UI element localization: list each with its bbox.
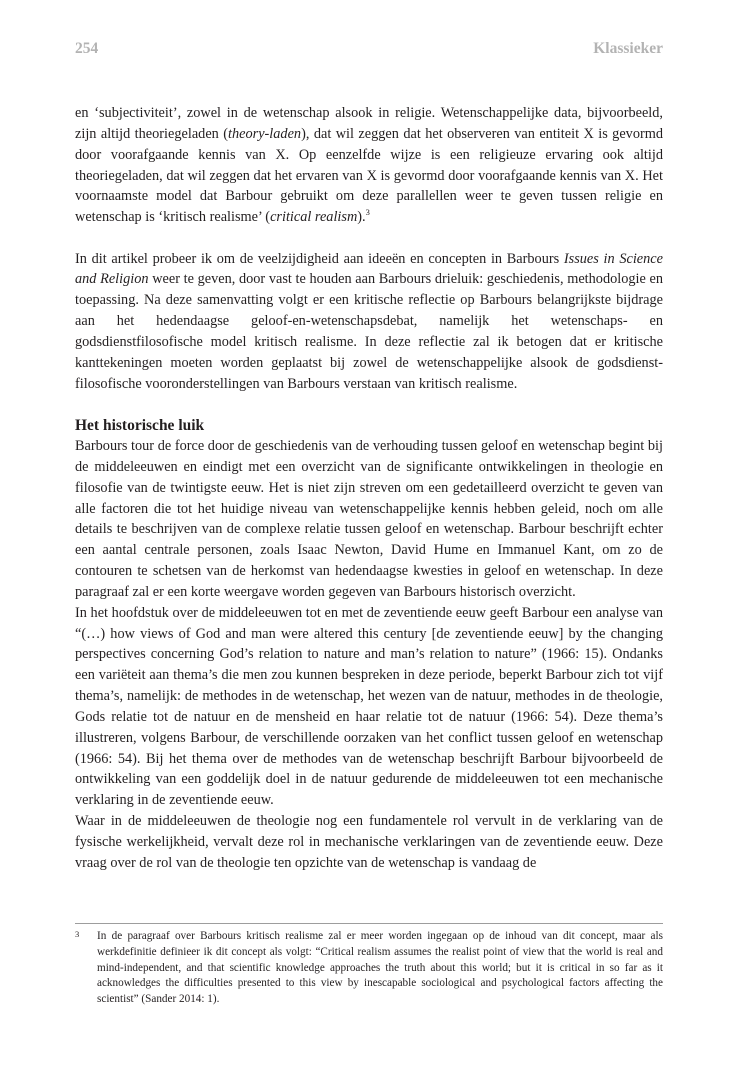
paragraph [75, 249, 663, 395]
paragraph: Waar in de middeleeuwen de theologie nog een fundamentele rol vervult in de verklaring van de fysische werkelijkheid, vervalt deze rol in mechanische verklaringen van de zeventiende eeuw. Deze vraag over de rol van de theologie ten opzichte van de wetenschap is vandaag de [75, 813, 663, 871]
paragraph-text: ). [357, 209, 366, 226]
italic-term: theory-laden [228, 125, 302, 142]
paragraph [75, 103, 663, 228]
running-head [75, 40, 663, 64]
book-title: Issues in Science and Religion [75, 250, 663, 288]
footnote-reference[interactable]: 3 [365, 207, 370, 218]
paragraph-text: weer te geven, door vast te houden aan Barbours drieluik: geschiedenis, methodologie en toepassing. Na deze samenvatting volgt er een kritische reflectie op Barbours belangrijkste bijdrage aan het hedendaagse geloof-en-wetenschapsdebat, namelijk het wetenschaps- en godsdienstfilosofische model kritisch realisme. In deze reflectie zal ik betogen dat er kritische kanttekeningen moeten worden geplaatst bij zowel de wetenschappelijke alsook de godsdienst-filosofische vooronderstellingen van Barbours verstaan van kritisch realisme. [75, 271, 663, 392]
paragraph: In het hoofdstuk over de middeleeuwen tot en met de zeventiende eeuw geeft Barbour een analyse van “(…) how views of God and man were altered this century [de zeventiende eeuw] by the changing perspectives concerning God’s relation to nature and man’s relation to nature” (1966: 15). Ondanks een variëteit aan thema’s die men zou kunnen bespreken in deze periode, beperkt Barbour zich tot vijf thema’s, namelijk: de methodes in de wetenschap, het wezen van de natuur, methodes in de theologie, Gods relatie tot de natuur en de mensheid en haar relatie tot de natuur (1966: 54). Deze thema’s illustreren, volgens Barbour, de verschillende oorzaken van het conflict tussen geloof en wetenschap (1966: 54). Bij het thema over de methodes van de wetenschap beschrijft Barbour bijvoorbeeld de ontwikkeling van een goddelijk doel in de natuur gedurende de middeleeuwen tot een mechanische verklaring in de zeventiende eeuw. [75, 604, 663, 809]
footnote [75, 929, 663, 1008]
footnote-number: 3 [75, 929, 80, 939]
paragraph: Barbours tour de force door de geschiedenis van de verhouding tussen geloof en wetenschap begint bij de middeleeuwen en eindigt met een overzicht van de significante ontwikkelingen in theologie en filosofie van de twintigste eeuw. Het is niet zijn streven om een gedetailleerd overzicht te geven van alle factoren die tot het huidige niveau van wetenschappelijke kennis hebben geleid, noch om alle details te beschrijven van de complexe relatie tussen geloof en wetenschap. Barbour beschrijft echter een aantal centrale personen, zoals Isaac Newton, David Hume en Immanuel Kant, om zo de contouren te schetsen van de herkomst van hedendaagse kwesties in geloof en wetenschap. In deze paragraaf zal er een korte weergave worden gegeven van Barbours historisch overzicht. [75, 437, 663, 600]
body-text [75, 103, 663, 874]
footnote-text: In de paragraaf over Barbours kritisch realisme zal er meer worden ingegaan op de inhoud van dit concept, maar als werkdefinitie definieer ik dit concept als volgt: “Critical realism assumes the realist point of view that the world is real and mind-independent, and that scientific knowledge approaches the truth about this world; but it is critical in so far as it acknowledges the difficulties presented to this view by inescapable sociological and psychological factors affecting the scientist” (Sander 2014: 1). [97, 930, 663, 1006]
paragraph-text: In dit artikel probeer ik om de veelzijdigheid aan ideeën en concepten in Barbours [75, 250, 564, 267]
section-title: Klassieker [593, 40, 663, 57]
italic-term: critical realism [270, 209, 358, 226]
paragraph-text: en ‘subjectiviteit’, zowel in de wetenschap alsook in religie. Wetenschappelijke data, bijvoorbeeld, zijn altijd theoriegeladen ( [75, 105, 663, 142]
section-heading: Het historische luik [75, 416, 205, 434]
footnote-divider [75, 923, 663, 924]
page-number: 254 [75, 40, 99, 57]
paragraph-text: ), dat wil zeggen dat het observeren van entiteit X is gevormd door voorafgaande kennis van X. Op eenzelfde wijze is een religieuze ervaring ook altijd theoriegeladen, dat wil zeggen dat het ervaren van X is gevormd door voorafgaande kennis van X. Het voornaamste model dat Barbour gebruikt om deze parallellen weer te geven tussen religie en wetenschap is ‘kritisch realisme’ ( [75, 125, 664, 226]
